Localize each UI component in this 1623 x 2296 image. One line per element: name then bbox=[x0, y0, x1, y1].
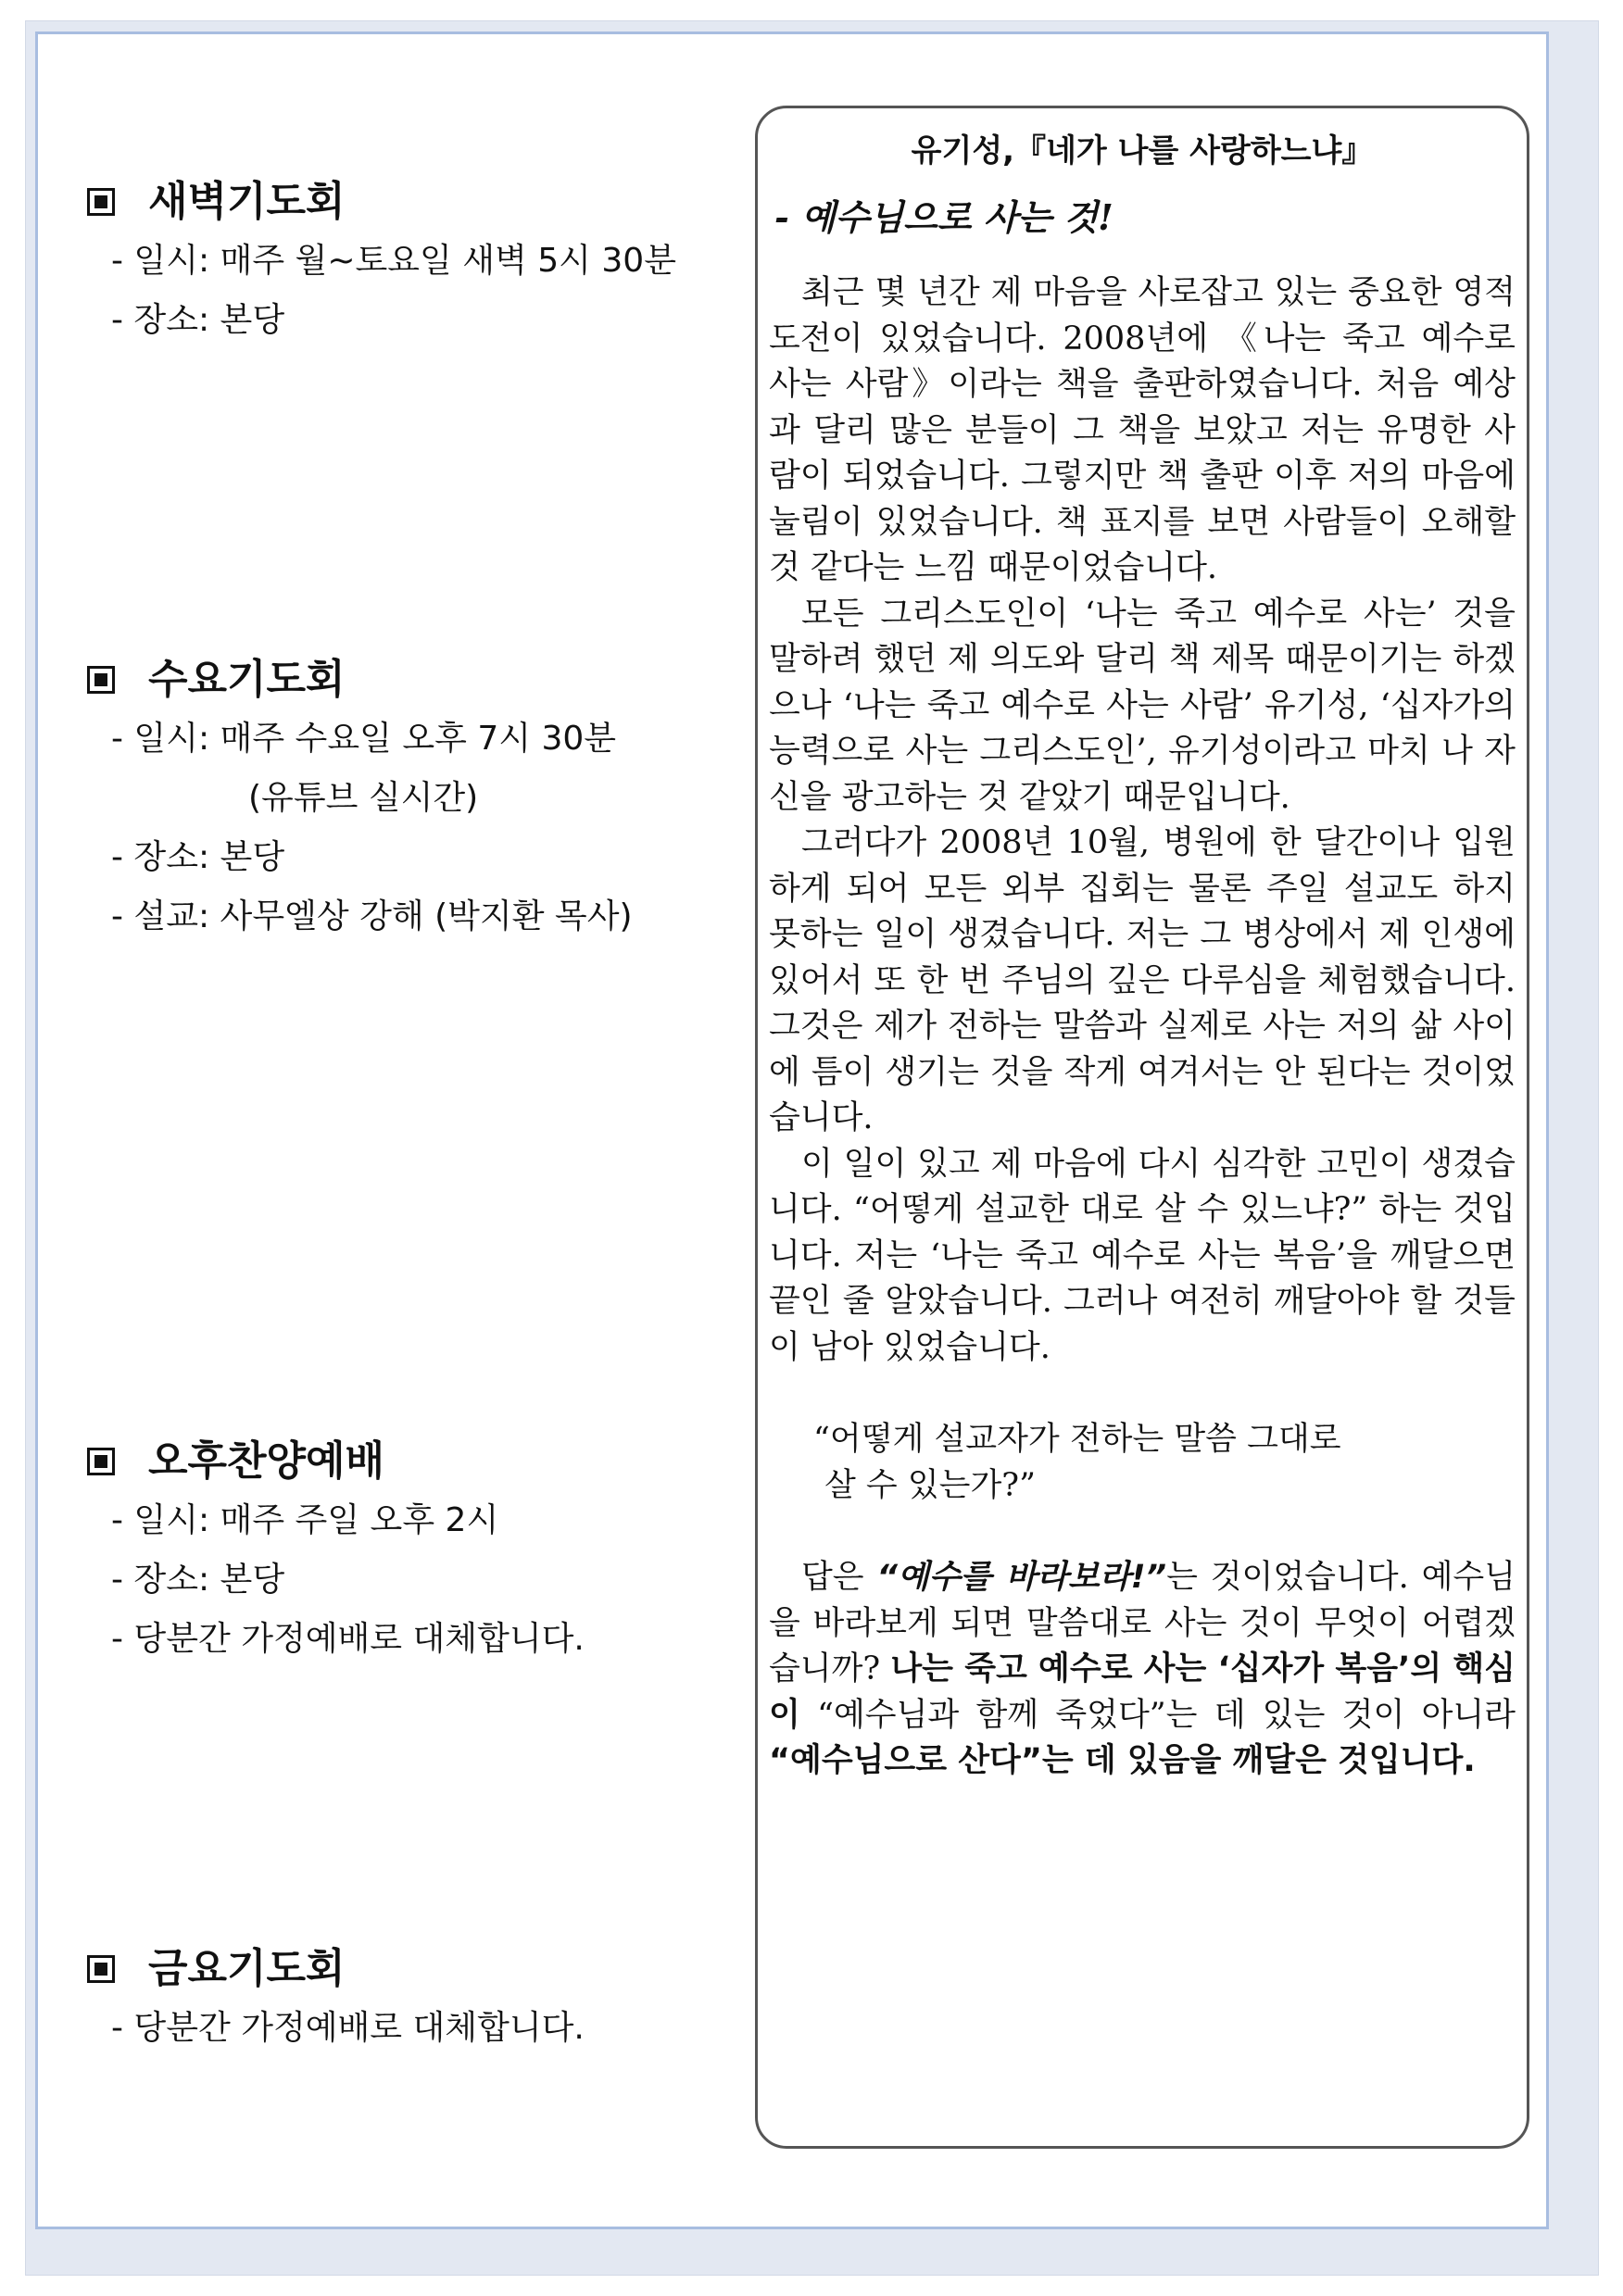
square-bullet-icon bbox=[87, 188, 115, 216]
article-title: 유기성,『네가 나를 사랑하느냐』 bbox=[911, 132, 1374, 169]
conclusion-prefix: 답은 bbox=[801, 1559, 877, 1596]
detail-line: - 일시: 매주 월~토요일 새벽 5시 30분 bbox=[111, 242, 676, 280]
detail-line: - 장소: 본당 bbox=[111, 301, 285, 339]
section-title-text: 새벽기도회 bbox=[148, 178, 346, 225]
section-title bbox=[78, 1939, 585, 1999]
detail-line: - 장소: 본당 bbox=[111, 1561, 285, 1599]
section-title bbox=[78, 650, 633, 709]
article-conclusion bbox=[769, 1555, 1516, 1785]
square-bullet-icon bbox=[87, 1955, 115, 1983]
article-subtitle: - 예수님으로 사는 것! bbox=[774, 196, 1113, 238]
article-quote: “어떻게 설교자가 전하는 말씀 그대로 bbox=[813, 1421, 1341, 1458]
detail-line: - 설교: 사무엘상 강해 (박지환 목사) bbox=[111, 897, 633, 935]
article-paragraph: 모든 그리스도인이 ‘나는 죽고 예수로 사는’ 것을 말하려 했던 제 의도와 달리 책 제목 때문이기는 하겠으나 ‘나는 죽고 예수로 사는 사람’ 유기성, ‘십자가의 능력으로 사는 그리스도인’, 유기성이라고 마치 나 자신을 광고하는 것 같았기 때문입니다. bbox=[769, 595, 1516, 816]
article-paragraph: 그러다가 2008년 10월, 병원에 한 달간이나 입원하게 되어 모든 외부 집회는 물론 주일 설교도 하지 못하는 일이 생겼습니다. 저는 그 병상에서 제 인생에 있어서 또 한 번 주님의 깊은 다루심을 체험했습니다. 그것은 제가 전하는 말씀과 실제로 사는 저의 삶 사이에 틈이 생기는 것을 작게 여겨서는 안 된다는 것이었습니다. bbox=[769, 824, 1516, 1136]
conclusion-emphasis: “예수를 바라보라!” bbox=[876, 1559, 1167, 1596]
square-bullet-icon bbox=[87, 666, 115, 694]
section-title-text: 수요기도회 bbox=[148, 656, 346, 703]
detail-line: (유튜브 실시간) bbox=[248, 779, 479, 817]
section-title bbox=[78, 1432, 585, 1491]
detail-line: - 당분간 가정예배로 대체합니다. bbox=[111, 1620, 585, 1658]
section-friday-prayer bbox=[78, 1939, 585, 2058]
detail-line: - 일시: 매주 수요일 오후 7시 30분 bbox=[111, 720, 617, 758]
conclusion-bold: “예수님으로 산다”는 데 있음을 깨달은 것입니다. bbox=[769, 1742, 1476, 1779]
conclusion-bold: 나는 죽고 예수로 사는 ‘십자가 복음’의 핵심이 bbox=[769, 1650, 1516, 1734]
section-title-text: 금요기도회 bbox=[148, 1945, 346, 1992]
detail-line: - 장소: 본당 bbox=[111, 838, 285, 876]
section-title-text: 오후찬양예배 bbox=[148, 1437, 385, 1485]
article-paragraph: 이 일이 있고 제 마음에 다시 심각한 고민이 생겼습니다. “어떻게 설교한 대로 살 수 있느냐?” 하는 것입니다. 저는 ‘나는 죽고 예수로 사는 복음’을 깨달으면 끝인 줄 알았습니다. 그러나 여전히 깨달아야 할 것들이 남아 있었습니다. bbox=[769, 1145, 1516, 1366]
square-bullet-icon bbox=[87, 1448, 115, 1475]
section-afternoon-worship bbox=[78, 1432, 585, 1669]
detail-line: - 일시: 매주 주일 오후 2시 bbox=[111, 1501, 499, 1539]
section-title bbox=[78, 172, 676, 232]
article-quote: 살 수 있는가?” bbox=[824, 1466, 1036, 1504]
article bbox=[769, 115, 1516, 1785]
article-paragraph: 최근 몇 년간 제 마음을 사로잡고 있는 중요한 영적 도전이 있었습니다. 2008년에 《나는 죽고 예수로 사는 사람》이라는 책을 출판하였습니다. 처음 예상과 달리 많은 분들이 그 책을 보았고 저는 유명한 사람이 되었습니다. 그렇지만 책 출판 이후 저의 마음에 눌림이 있었습니다. 책 표지를 보면 사람들이 오해할 것 같다는 느낌 때문이었습니다. bbox=[769, 274, 1516, 586]
section-wednesday-prayer bbox=[78, 650, 633, 947]
detail-line: - 당분간 가정예배로 대체합니다. bbox=[111, 2009, 585, 2047]
section-dawn-prayer bbox=[78, 172, 676, 350]
conclusion-middle: “예수님과 함께 죽었다”는 데 있는 것이 아니라 bbox=[799, 1696, 1516, 1734]
conclusion-middle: 는 것이었습니다. 예수님을 바라보게 되면 말씀대로 사는 것이 무엇이 어렵겠습니까? bbox=[769, 1559, 1516, 1687]
